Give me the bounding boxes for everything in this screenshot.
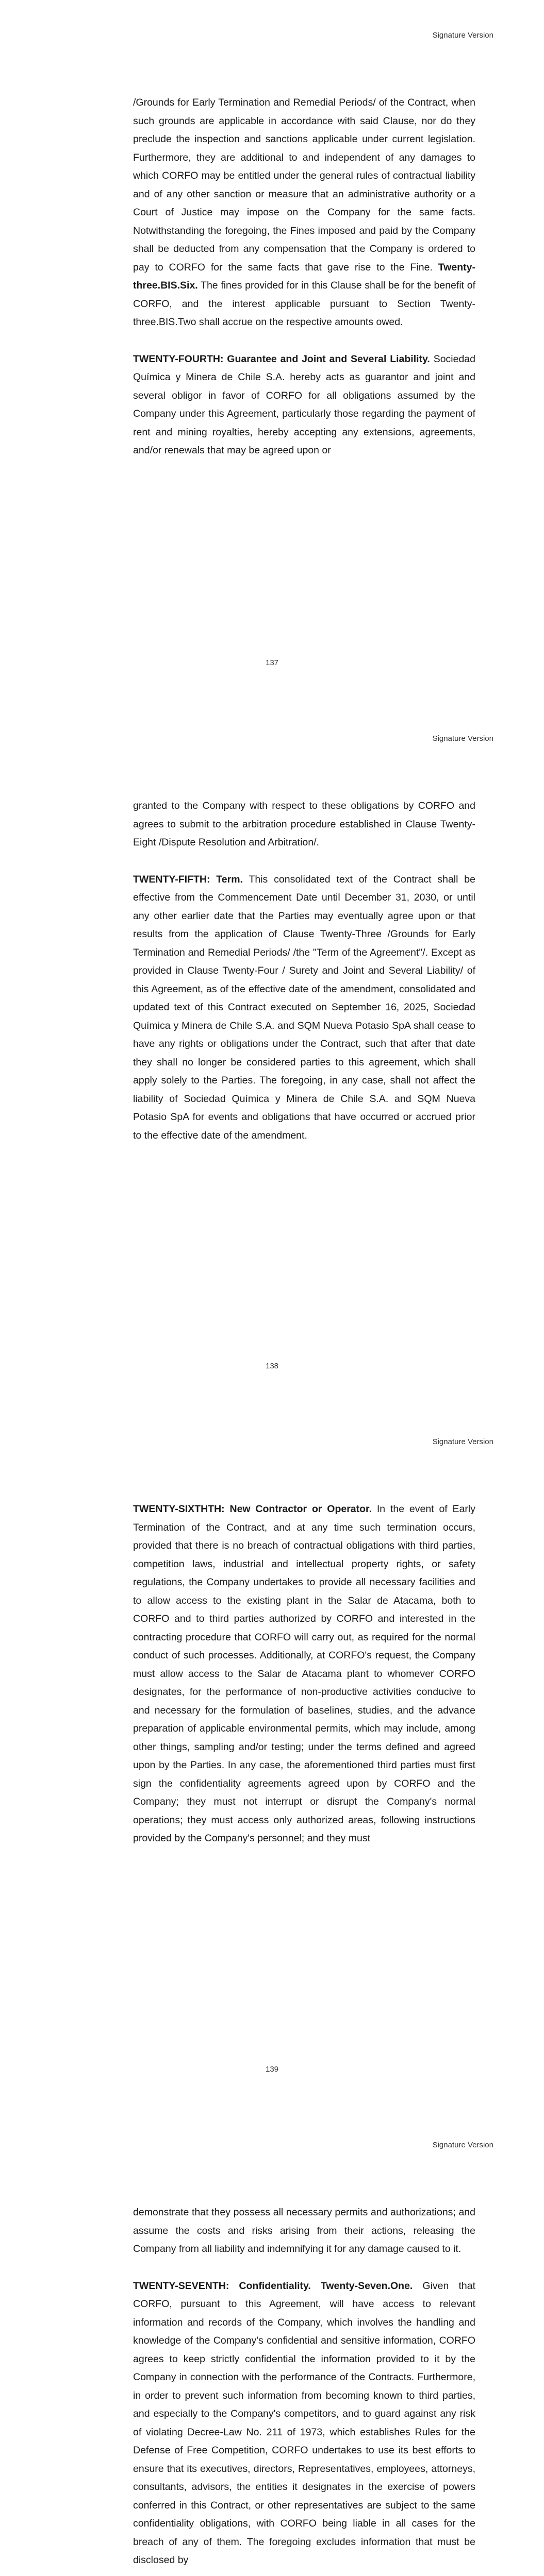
paragraph: demonstrate that they possess all necessary permits and authorizations; and assume the costs and risks arising from their actions, releasing the Company from all liability and indemnifying it for any damage caused to it. [133,2207,475,2255]
paragraph: TWENTY-FOURTH: Guarantee and Joint and Several Liability. Sociedad Química y Minera de Chile S.A. hereby acts as guarantor and joint and several obligor in favor of CORFO for all obligations assumed by the Company under this Agreement, particularly those regarding the payment of rent and mining royalties, hereby accepting any extensions, agreements, and/or renewals that may be agreed upon or [133,353,476,456]
signature-version-label: Signature Version [432,734,493,743]
page-body [133,94,475,479]
page-body [133,2204,475,2576]
paragraph: /Grounds for Early Termination and Remedial Periods/ of the Contract, when such grounds are applicable in accordance with said Clause, nor do they preclude the inspection and sanctions applicable under current legislation. Furthermore, they are additional to and independent of any damages to which CORFO may be entitled under the general rules of contractual liability and of any other sanction or measure that an administrative authority or a Court of Justice may impose on the Company for the same facts. Notwithstanding the foregoing, the Fines imposed and paid by the Company shall be deducted from any compensation that the Company is ordered to pay to CORFO for the same facts that gave rise to the Fine. Twenty-three.BIS.Six. The fines provided for in this Clause shall be for the benefit of CORFO, and the interest applicable pursuant to Section Twenty-three.BIS.Two shall accrue on the respective amounts owed. [133,97,475,328]
signature-version-label: Signature Version [432,31,493,40]
paragraph: TWENTY-FIFTH: Term. This consolidated text of the Contract shall be effective from the Commencement Date until December 31, 2030, or until any other earlier date that the Parties may eventually agree upon or that results from the application of Clause Twenty-Three /Grounds for Early Termination and Remedial Periods/ /the "Term of the Agreement"/. Except as provided in Clause Twenty-Four / Surety and Joint and Several Liability/ of this Agreement, as of the effective date of the amendment, consolidated and updated text of this Contract executed on September 16, 2025, Sociedad Química y Minera de Chile S.A. and SQM Nueva Potasio SpA shall cease to have any rights or obligations under the Contract, such that after that date they shall no longer be considered parties to this agreement, which shall apply solely to the Parties. The foregoing, in any case, shall not affect the liability of Sociedad Química y Minera de Chile S.A. and SQM Nueva Potasio SpA for events and obligations that have occurred or accrued prior to the effective date of the amendment. [133,873,475,1141]
document-page-137 [0,0,544,703]
page-number: 138 [265,1362,279,1370]
page-body [133,1500,475,1867]
page-number: 137 [265,658,279,667]
page-number: 139 [265,2065,279,2074]
document-page-140 [0,2110,544,2576]
paragraph: TWENTY-SIXTHTH: New Contractor or Operator. In the event of Early Termination of the Contract, and at any time such termination occurs, provided that there is no breach of contractual obligations with third parties, competition laws, industrial and intellectual property rights, or safety regulations, the Company undertakes to provide all necessary facilities and to allow access to the existing plant in the Salar de Atacama, both to CORFO and to third parties authorized by CORFO and interested in the contracting procedure that CORFO will carry out, as required for the normal conduct of such processes. Additionally, at CORFO's request, the Company must allow access to the Salar de Atacama plant to whomever CORFO designates, for the performance of non-productive activities conducive to and necessary for the formulation of baselines, studies, and the advance preparation of applicable environmental permits, which may include, among other things, sampling and/or testing; under the terms defined and agreed upon by the Parties. In any case, the aforementioned third parties must first sign the confidentiality agreements agreed upon by CORFO and the Company; they must not interrupt or disrupt the Company's normal operations; they must access only authorized areas, following instructions provided by the Company's personnel; and they must [133,1503,475,1844]
page-body [133,797,475,1163]
document-page-138 [0,703,544,1406]
paragraph: granted to the Company with respect to these obligations by CORFO and agrees to submit to the arbitration procedure established in Clause Twenty-Eight /Dispute Resolution and Arbitration/. [133,800,475,848]
document-page-139 [0,1406,544,2110]
signature-version-label: Signature Version [432,1437,493,1446]
signature-version-label: Signature Version [432,2141,493,2149]
paragraph: TWENTY-SEVENTH: Confidentiality. Twenty-Seven.One. Given that CORFO, pursuant to this Agreement, will have access to relevant information and records of the Company, which involves the handling and knowledge of the Company's confidential and sensitive information, CORFO agrees to keep strictly confidential the information provided to it by the Company in connection with the performance of the Contracts. Furthermore, in order to prevent such information from becoming known to third parties, and especially to the Company's competitors, and to guard against any risk of violating Decree-Law No. 211 of 1973, which establishes Rules for the Defense of Free Competition, CORFO undertakes to use its best efforts to ensure that its executives, directors, Representatives, employees, attorneys, consultants, advisors, the entities it designates in the exercise of powers conferred in this Contract, or other representatives are subject to the same confidentiality obligations, with CORFO being liable in all cases for the breach of any of them. The foregoing excludes information that must be disclosed by [133,2280,475,2566]
